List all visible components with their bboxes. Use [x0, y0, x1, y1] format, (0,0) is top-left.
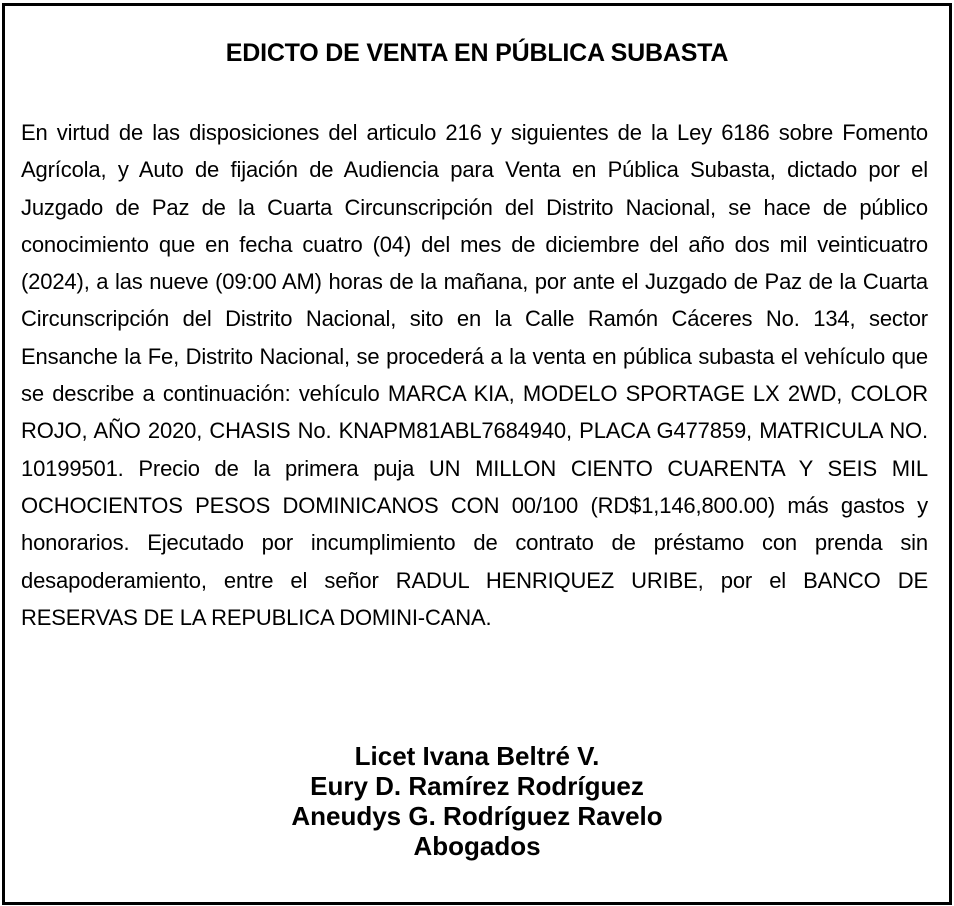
edict-title: EDICTO DE VENTA EN PÚBLICA SUBASTA	[225, 39, 729, 67]
edict-body: En virtud de las disposiciones del articulo 216 y siguientes de la Ley 6186 sobre Fomento Agrícola, y Auto de fijación de Audiencia para Venta en Pública Subasta, dictado por el Juzgado de Paz de la Cuarta Circunscripción del Distrito Nacional, se hace de público conocimiento que en fecha cuatro (04) del mes de diciembre del año dos mil veinticuatro (2024), a las nueve (09:00 AM) horas de la mañana, por ante el Juzgado de Paz de la Cuarta Circunscripción del Distrito Nacional, sito en la Calle Ramón Cáceres No. 134, sector Ensanche la Fe, Distrito Nacional, se procederá a la venta en pública subasta el vehículo que se describe a continuación: vehículo MARCA KIA, MODELO SPORTAGE LX 2WD, COLOR ROJO, AÑO 2020, CHASIS No. KNAPM81ABL7684940, PLACA G477859, MATRICULA NO. 10199501. Precio de la primera puja UN MILLON CIENTO CUARENTA Y SEIS MIL OCHOCIENTOS PESOS DOMINICANOS CON 00/100 (RD$1,146,800.00) más gastos y honorarios. Ejecutado por incumplimiento de contrato de préstamo con prenda sin desapoderamiento, entre el señor RADUL HENRIQUEZ URIBE, por el BANCO DE RESERVAS DE LA REPUBLICA DOMINI-CANA.	[21, 120, 928, 630]
signatory-name: Eury D. Ramírez Rodríguez	[310, 771, 644, 801]
signature-block	[5, 741, 949, 861]
signatory-name: Licet Ivana Beltré V.	[354, 741, 600, 771]
edict-frame	[2, 3, 952, 905]
signatory-role: Abogados	[413, 831, 541, 861]
signatory-name: Aneudys G. Rodríguez Ravelo	[291, 801, 663, 831]
